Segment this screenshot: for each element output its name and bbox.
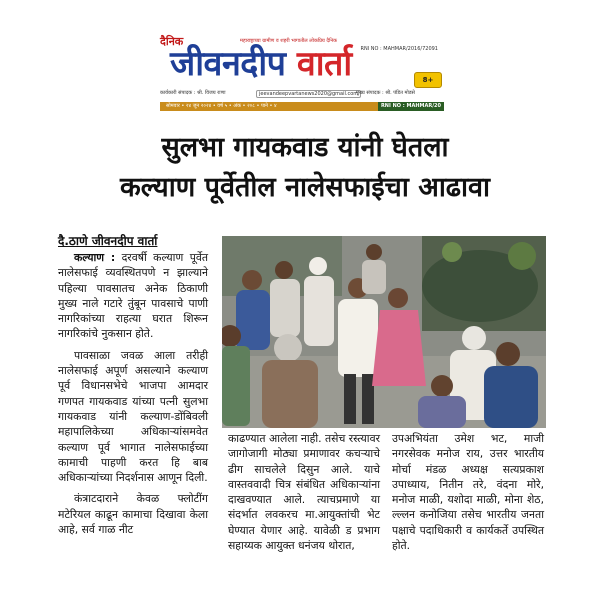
paragraph: कंत्राटदाराने केवळ फ्लोटींग मटेरियल काढून कामाचा दिखावा केला आहे, सर्व गाळ नीट <box>58 492 208 537</box>
title-part-1: जीवनदीप <box>170 44 286 84</box>
issue-strip <box>160 102 444 111</box>
paragraph: पावसाळा जवळ आला तरीही नालेसफाई अपूर्ण असल्याने कल्याण पूर्व विधानसभेचे भाजपा आमदार गणपत गायकवाड यांच्या पत्नी सुलभा गायकवाड यांनी कल्याण-डोंबिवली महापालिकेच्या अधिकाऱ्यांसमवेत कल्याण पूर्व भागात नालेसफाईच्या कामाची पाहणी करत हि बाब अधिकाऱ्यांच्या निदर्शनास आणून दिली. <box>58 348 208 485</box>
rni-number: RNI NO : MAHMAR/2016/72091 <box>360 46 438 52</box>
byline: दै.ठाणे जीवनदीप वार्ता <box>58 234 158 248</box>
article-column-1 <box>58 250 208 543</box>
headline-line-1: सुलभा गायकवाड यांनी घेतला <box>161 132 449 163</box>
paragraph-text: दरवर्षी कल्याण पूर्वेत नालेसफाई व्यवस्थितपणे न झाल्याने पहिल्या पावसातच अनेक ठिकाणी मुख्य नाले गटारे तुंबून पावसाचे पाणी नागरिकांच्या राहत्या घरात शिरून नागरिकांचे नुकसान होते. <box>58 251 208 341</box>
chief-editor-label: मुख्य संपादक : श्री. पंडित मोडसे <box>356 90 415 96</box>
article-column-2 <box>228 431 380 559</box>
paragraph: काढण्यात आलेला नाही. तसेच रस्त्यावर जागोजागी मोठ्या प्रमाणावर कचऱ्याचे ढीग साचलेले दिसुन आले. याचे वास्तववादी चित्र संबंधित अधिकाऱ्यांना दाखवण्यात आले. त्याचप्रमाणे या संदर्भात लवकरच मा.आयुक्तांची भेट घेण्यात येणार आहे. यावेळी ड प्रभाग सहाय्यक आयुक्त धनंजय थोरात, <box>228 432 380 553</box>
issue-line: सोमवार • २४ जून २०२४ • वर्ष ५ • अंक • २०८ • पाने • ४ <box>166 103 277 109</box>
paragraph: उपअभियंता उमेश भट, माजी नगरसेवक मनोज राय, उत्तर भारतीय मोर्चा मंडळ अध्यक्ष सत्यप्रकाश उपाध्याय, नितीन तरे, वंदना मोरे, मनोज माळी, यशोदा माळी, मोना शेठ, ल्ल्लन कनोजिया तसेच भारतीय जनता पक्षाचे पदाधिकारी व कार्यकर्ते उपस्थित होते. <box>392 432 544 553</box>
age-badge: 8+ <box>414 72 442 88</box>
editor-label: कार्यकारी संपादक : श्री. विजय राणा <box>160 90 226 96</box>
strip-rni: RNI NO : MAHMAR/20 <box>378 102 444 111</box>
masthead-meta <box>160 90 444 100</box>
email-address: jeevandeepvartanews2020@gmail.com <box>256 90 361 98</box>
article-column-3 <box>392 431 544 559</box>
article-headline <box>40 128 570 208</box>
daily-label: दैनिक <box>160 35 184 48</box>
masthead-tagline: महाराष्ट्राच्या ग्रामीण व शहरी भागातील लोकप्रिय दैनिक <box>240 38 337 44</box>
article-photo <box>222 236 546 428</box>
headline-line-2: कल्याण पूर्वेतील नालेसफाईचा आढावा <box>119 172 491 203</box>
newspaper-masthead <box>160 36 444 120</box>
title-part-2: वार्ता <box>296 44 352 84</box>
newspaper-title <box>170 42 352 86</box>
dateline: कल्याण : <box>74 251 116 264</box>
paragraph <box>58 250 208 342</box>
